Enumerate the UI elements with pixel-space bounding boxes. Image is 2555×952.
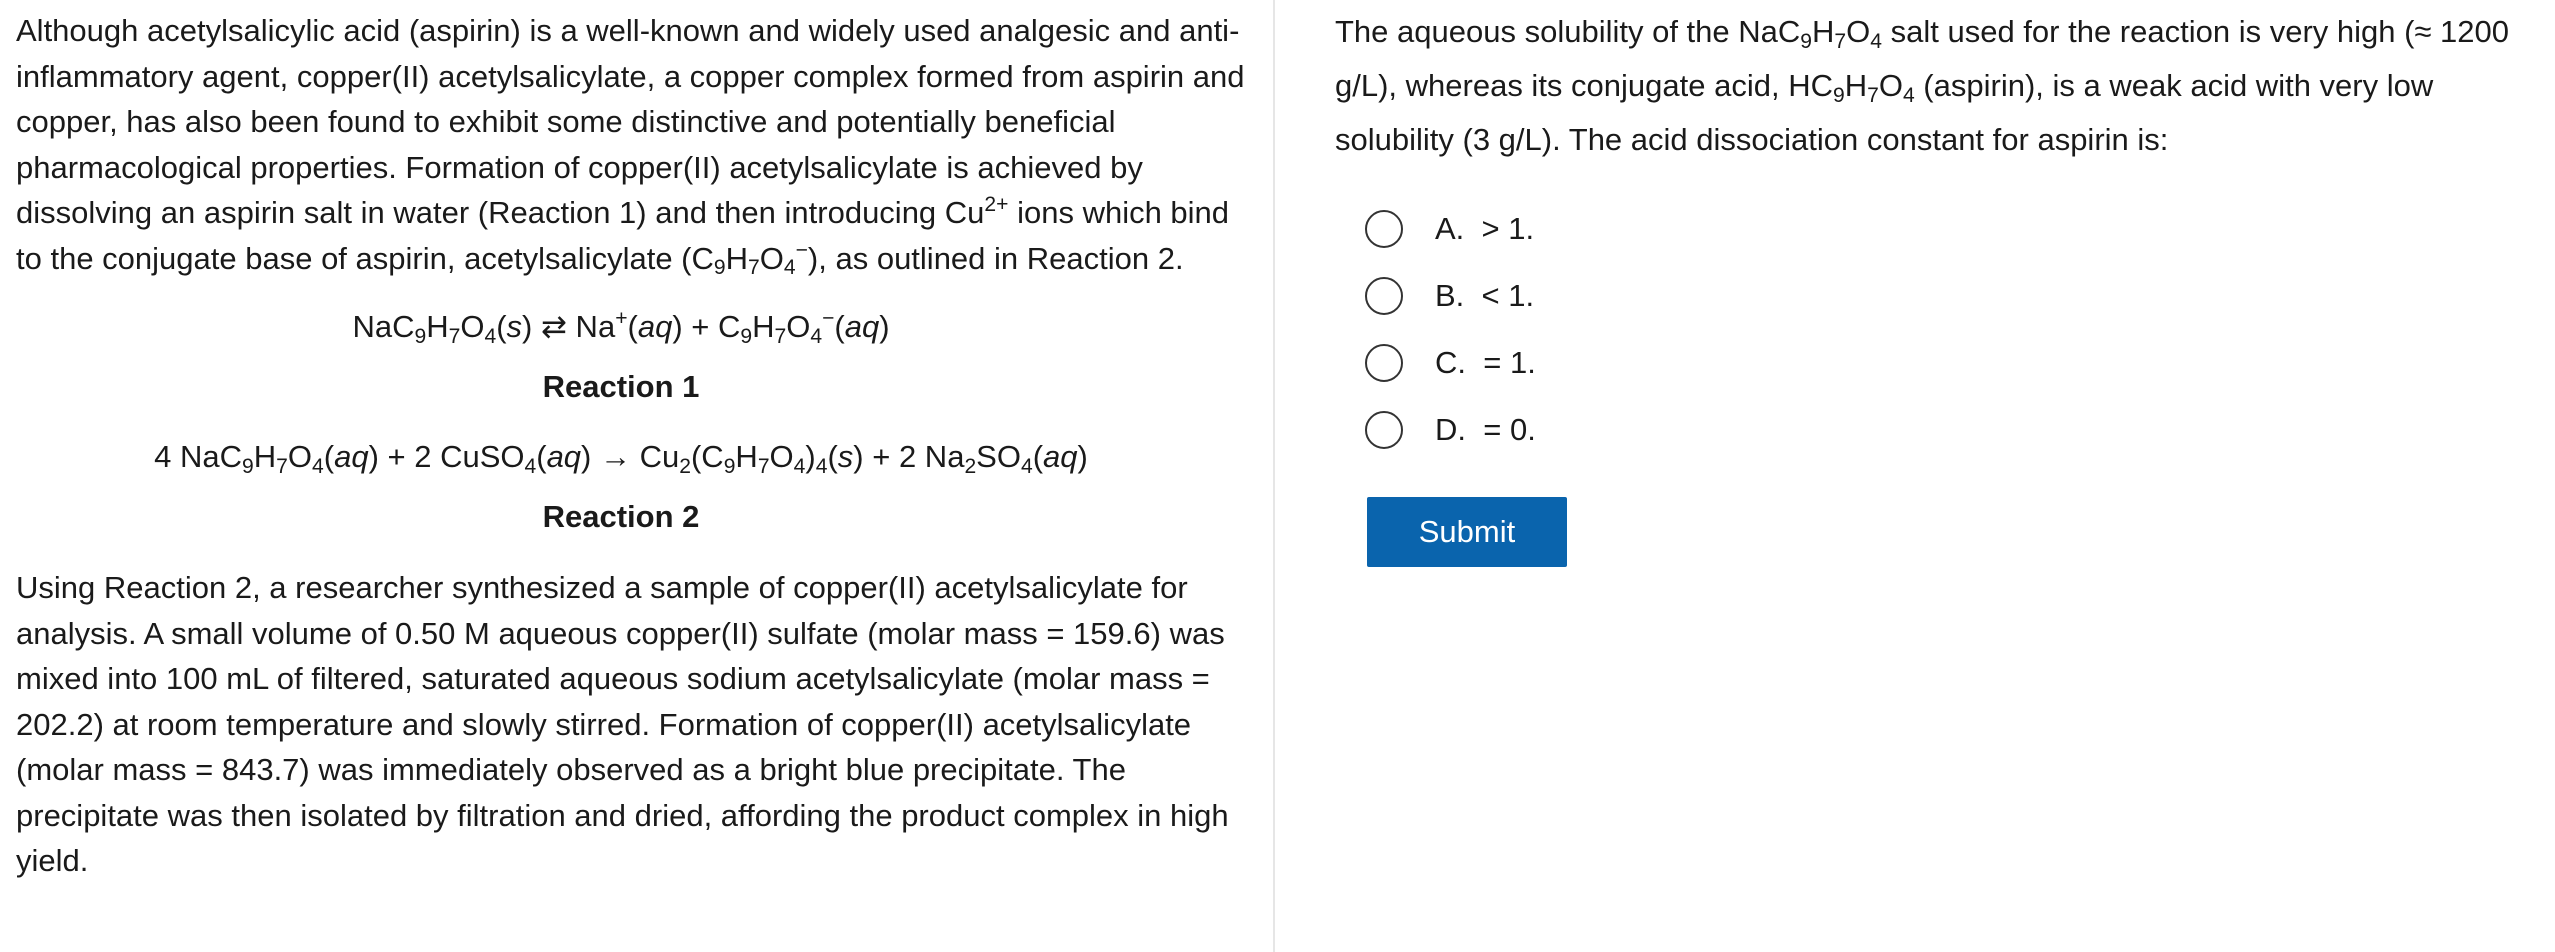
choice-c-label: C. = 1.: [1435, 344, 1536, 380]
radio-button-icon[interactable]: [1365, 210, 1403, 248]
reaction-1-label: Reaction 1: [542, 369, 700, 404]
submit-button[interactable]: Submit: [1367, 497, 1567, 567]
radio-button-icon[interactable]: [1365, 277, 1403, 315]
choice-c[interactable]: [1365, 329, 2555, 396]
question-stem: The aqueous solubility of the $NaC_9H_7O_4$ salt used for the reaction is very high (≈ 1200 g/L), whereas its conjugate acid, $HC_9H_7O_4$ (aspirin), is a weak acid with very low solubility (3 g/L). The acid dissociation constant for aspirin is:: [1335, 14, 2510, 157]
reaction-2-label: Reaction 2: [542, 499, 700, 534]
choice-b-label: B. < 1.: [1435, 277, 1535, 313]
reaction-2-equation: 4 $NaC_9H_7O_4(aq) + 2$ CuSO$_4$(aq) → $Cu_2(C_9H_7O_4)_4(s) + 2$ $Na_2SO_4(aq)$: [154, 439, 1088, 478]
passage-pane: [0, 0, 1270, 952]
reaction-1-equation: $NaC_9H_7O_4(s)$ ⇄ $Na^+(aq) + C_9H_7O_4^-(aq)$: [352, 307, 890, 348]
pane-divider[interactable]: [1273, 0, 1275, 952]
radio-button-icon[interactable]: [1365, 411, 1403, 449]
choice-a[interactable]: [1365, 195, 2555, 262]
choice-a-label: A. > 1.: [1435, 210, 1535, 246]
radio-button-icon[interactable]: [1365, 344, 1403, 382]
passage-paragraph-2: Using Reaction 2, a researcher synthesized a sample of copper(II) acetylsalicylate for analysis. A small volume of 0.50 M aqueous copper(II) sulfate (molar mass = 159.6) was mixed into 100 mL of filtered, saturated aqueous sodium acetylsalicylate (molar mass = 202.2) at room temperature and slowly stirred. Formation of copper(II) acetylsalicylate (molar mass = 843.7) was immediately observed as a bright blue precipitate. The precipitate was then isolated by filtration and dried, affording the product complex in high yield.: [16, 570, 1229, 878]
question-pane: [1276, 0, 2555, 952]
answer-choices: [1365, 195, 2555, 463]
choice-b[interactable]: [1365, 262, 2555, 329]
choice-d-label: D. = 0.: [1435, 411, 1536, 447]
choice-d[interactable]: [1365, 396, 2555, 463]
passage-paragraph-1: Although acetylsalicylic acid (aspirin) is a well-known and widely used analgesic and anti-inflammatory agent, copper(II) acetylsalicylate, a copper complex formed from aspirin and copper, has also been found to exhibit some distinctive and potentially beneficial pharmacological properties. Formation of copper(II) acetylsalicylate is achieved by dissolving an aspirin salt in water (Reaction 1) and then introducing $Cu^{2+}$ ions which bind to the conjugate base of aspirin, acetylsalicylate $(C_9H_7O_4^-)$, as outlined in Reaction 2.: [16, 13, 1245, 280]
